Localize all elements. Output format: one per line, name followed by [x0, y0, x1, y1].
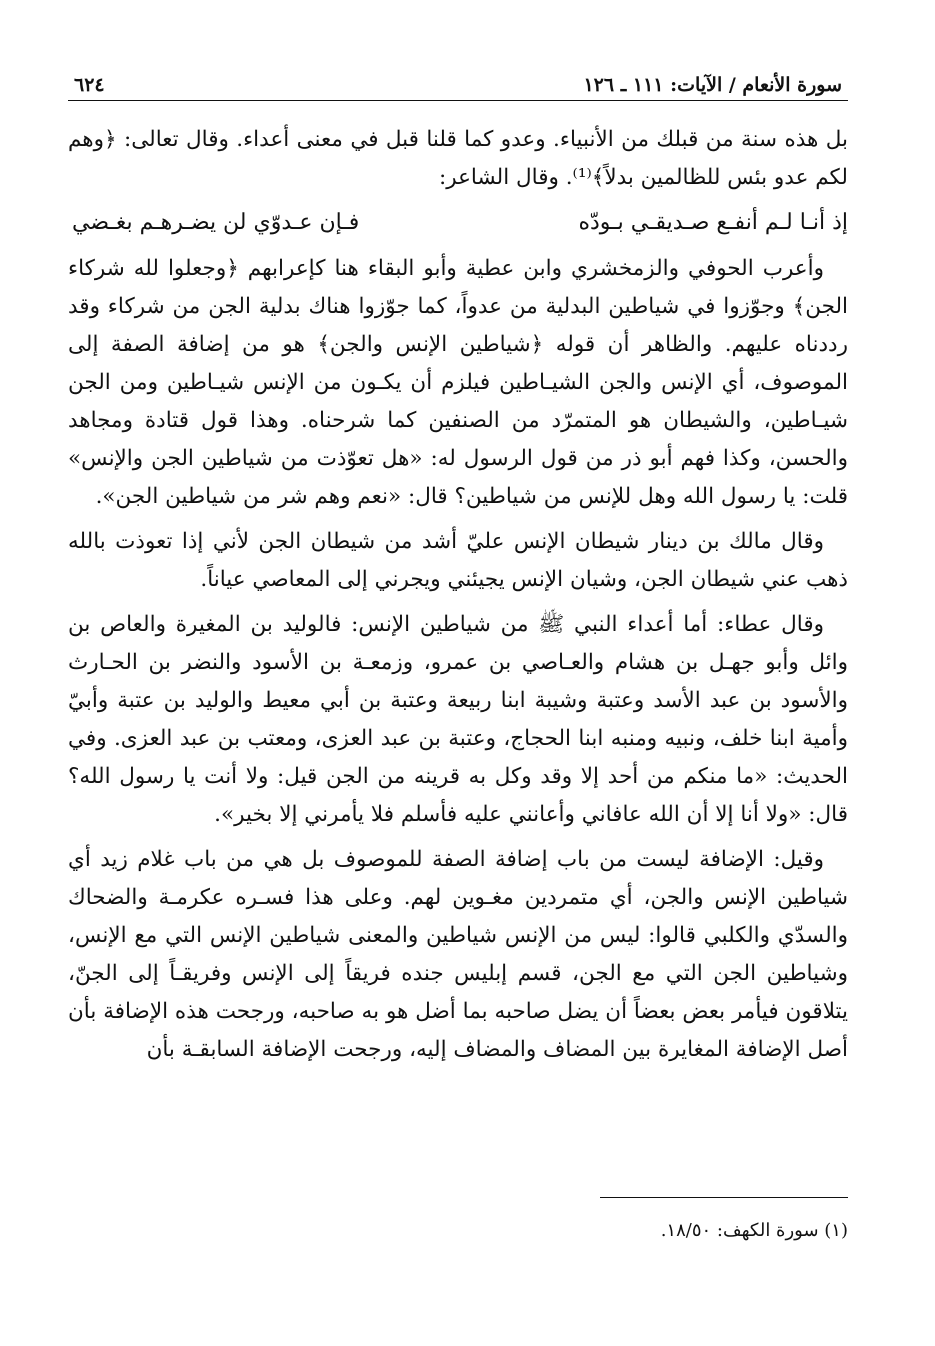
paragraph-3: وقال مالك بن دينار شيطان الإنس عليّ أشد من شيطان الجن لأني إذا تعوذت بالله ذهب عني شيطان الجن، وشيان الإنس يجيئني ويجرني إلى المعاصي عياناً. [68, 529, 848, 592]
verse-second-hemistich: فـإن عـدوّي لن يضـرهـم بغـضي [72, 210, 360, 235]
paragraph-4: وقال عطاء: أما أعداء النبي ﷺ من شياطين الإنس: فالوليد بن المغيرة والعاص بن وائل وأبو جهـل بن هشام والعـاصي بن عمرو، وزمعـة بن الأسود والنضر بن الحـارث والأسود بن عبد الأسد وعتبة وشيبة ابنا ربيعة وعتبة بن أبي معيط والوليد بن عتبة وأبيّ وأمية ابنا خلف، ونبيه ومنبه ابنا الحجاج، وعتبة بن عبد العزى، ومعتب بن عبد العزى. وفي الحديث: «ما منكم من أحد إلا وقد وكل به قرينه من الجن قيل: ولا أنت يا رسول الله؟ قال: «ولا أنا إلا أن الله عافاني وأعانني عليه فأسلم فلا يأمرني إلا بخير». [68, 612, 848, 827]
paragraph-2: وأعرب الحوفي والزمخشري وابن عطية وأبو البقاء هنا كإعرابهم ﴿وجعلوا لله شركاء الجن﴾ وجوّزوا في شياطين البدلية من عدواً، كما جوّزوا هناك بدلية الجن من شركاء وقد رددناه عليهم. والظاهر أن قوله ﴿شياطين الإنس والجن﴾ هو من إضافة الصفة إلى الموصوف، أي الإنس والجن الشيـاطين فيلزم أن يكـون من الإنس شيـاطين ومن الجن شيـاطين، والشيطان هو المتمرّد من الصنفين كما شرحناه. وهذا قول قتادة ومجاهد والحسن، وكذا فهم أبو ذر من قول الرسول له: «هل تعوّذت من شياطين الجن والإنس» قلت: يا رسول الله وهل للإنس من شياطين؟ قال: «نعم وهم شر من شياطين الجن». [68, 256, 848, 509]
poetry-verse [68, 204, 848, 242]
footnote-separator [600, 1197, 848, 1198]
running-header [68, 58, 848, 101]
main-text [68, 121, 848, 1069]
footnote: (١) سورة الكهف: ١٨/٥٠. [660, 1220, 848, 1241]
book-page [68, 58, 848, 1076]
verse-first-hemistich: إذ أنـا لـم أنفـع صـديقـي بـودّه [578, 210, 848, 235]
paragraph-1: بل هذه سنة من قبلك من الأنبياء. وعدو كما قلنا قبل في معنى أعداء. وقال تعالى: ﴿وهم لكم عدو بئس للظالمين بدلاً﴾⁽¹⁾. وقال الشاعر: [68, 127, 848, 190]
header-title: سورة الأنعام / الآيات: ١١١ ـ ١٢٦ [583, 74, 842, 96]
paragraph-5: وقيل: الإضافة ليست من باب إضافة الصفة للموصوف بل هي من باب غلام زيد أي شياطين الإنس والجن، أي متمردين مغـوين لهم. وعلى هذا فسـره عكرمـة والضحاك والسدّي والكلبي قالوا: ليس من الإنس شياطين والمعنى شياطين الإنس التي مع الإنس، وشياطين الجن التي مع الجن، قسم إبليس جنده فريقاً إلى الإنس وفريقـاً إلى الجنّ، يتلاقون فيأمر بعض بعضاً أن يضل صاحبه بما أضل هو به صاحبه، ورجحت هذه الإضافة بأن أصل الإضافة المغايرة بين المضاف والمضاف إليه، ورجحت الإضافة السابقـة بأن [68, 847, 848, 1062]
page-number: ٦٢٤ [74, 74, 105, 96]
